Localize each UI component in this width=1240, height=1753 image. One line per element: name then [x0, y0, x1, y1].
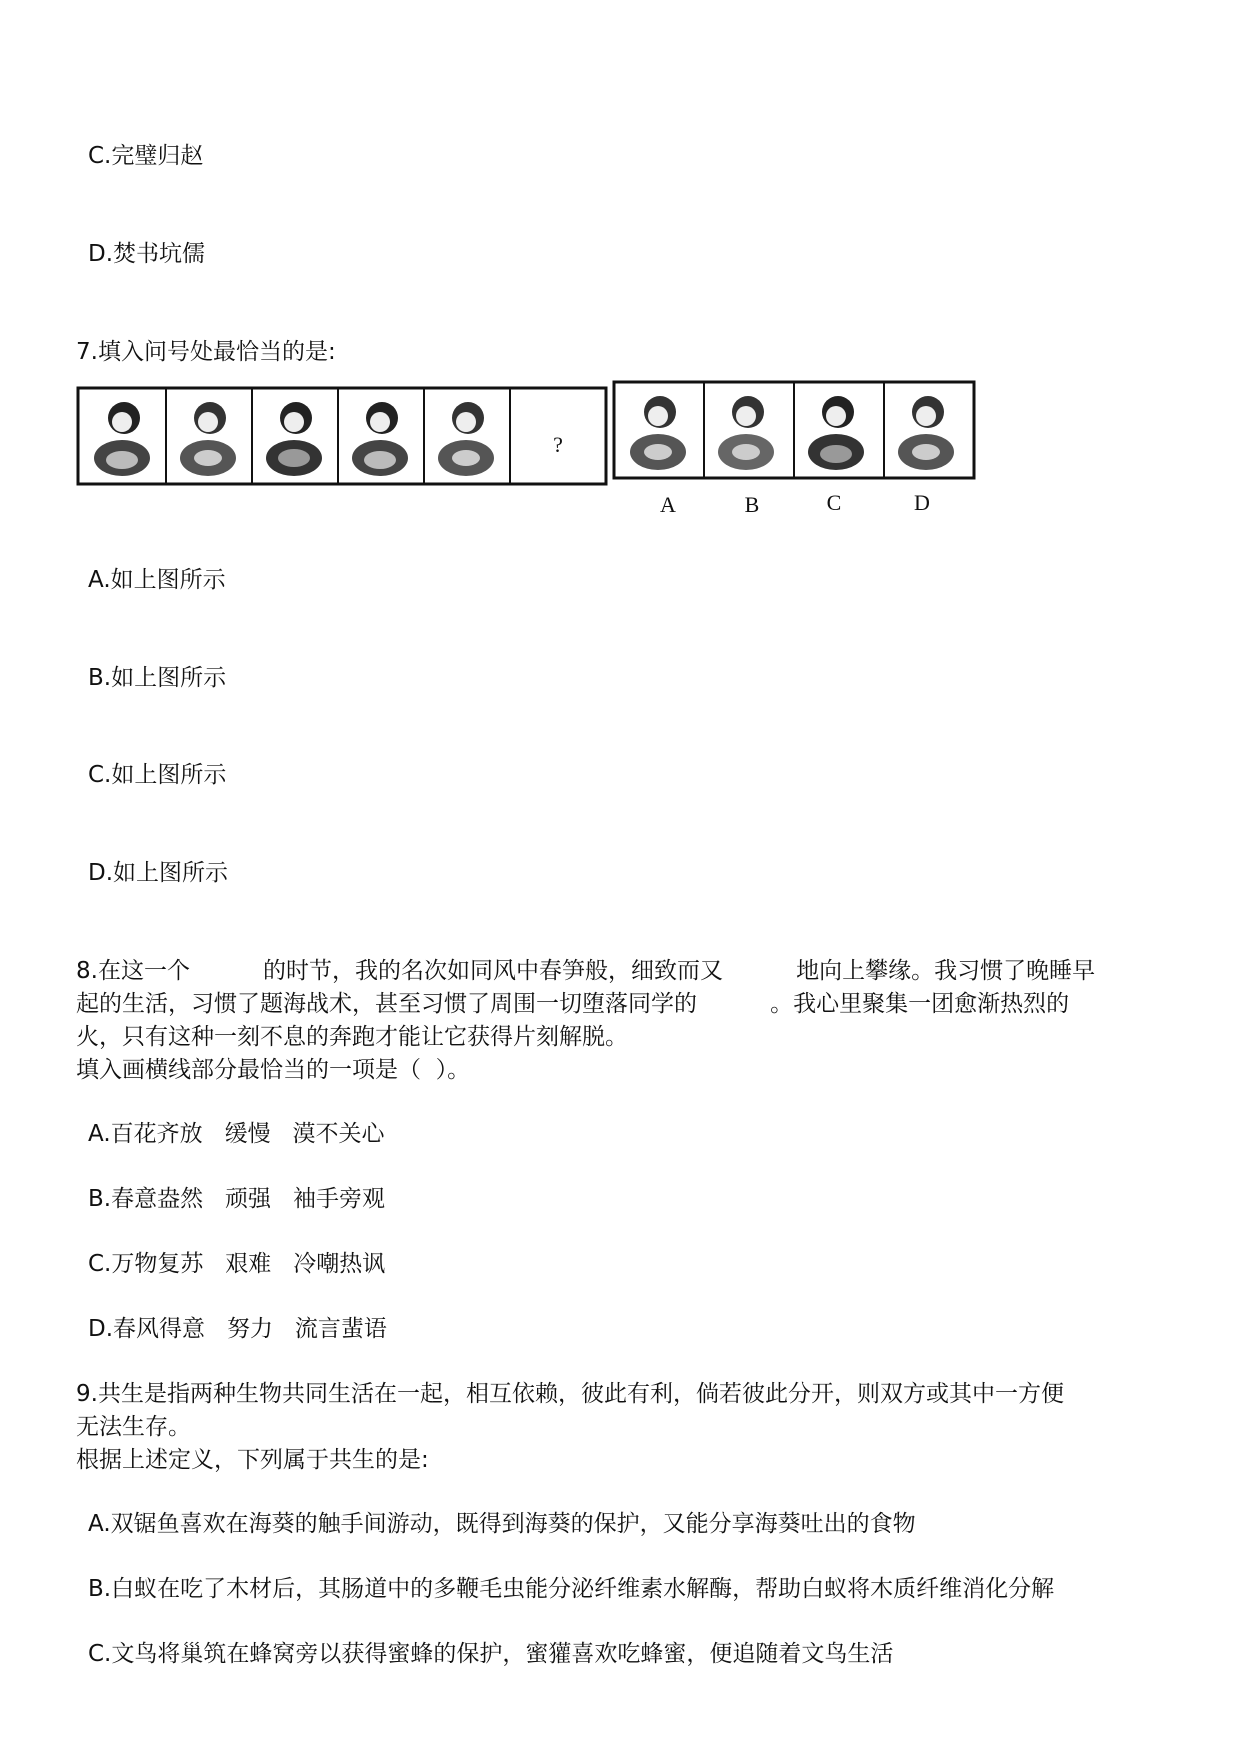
- q8-option-d: D.春风得意 努力 流言蜚语: [88, 1316, 387, 1342]
- q6-option-d: D.焚书坑儒: [88, 241, 206, 267]
- q8-stem-line-3: 火，只有这种一刻不息的奔跑才能让它获得片刻解脱。: [76, 1024, 628, 1050]
- q8-option-c: C.万物复苏 艰难 冷嘲热讽: [88, 1251, 386, 1277]
- q7-stem: 7.填入问号处最恰当的是:: [76, 339, 336, 365]
- q9-option-b: B.白蚁在吃了木材后，其肠道中的多鞭毛虫能分泌纤维素水解酶，帮助白蚁将木质纤维消化分解: [88, 1576, 1055, 1602]
- answer-label-a: A: [660, 492, 676, 517]
- question-mark: ?: [553, 432, 563, 457]
- answer-label-b: B: [744, 492, 760, 517]
- q8-stem-line-2: 起的生活，习惯了题海战术，甚至习惯了周围一切堕落同学的 。我心里聚集一团愈渐热烈的: [76, 991, 1070, 1017]
- q9-stem-line-1: 9.共生是指两种生物共同生活在一起，相互依赖，彼此有利，倘若彼此分开，则双方或其中一方便: [76, 1381, 1064, 1407]
- q9-stem-line-3: 根据上述定义，下列属于共生的是:: [76, 1447, 429, 1473]
- q8-stem-line-4: 填入画横线部分最恰当的一项是（ ）。: [76, 1057, 471, 1083]
- q8-stem-line-1: 8.在这一个 的时节，我的名次如同风中春笋般，细致而又 地向上攀缘。我习惯了晚睡早: [76, 958, 1096, 984]
- question-strip-frame: [78, 388, 606, 484]
- q7-option-c: C.如上图所示: [88, 762, 227, 788]
- q6-option-c: C.完璧归赵: [88, 143, 204, 169]
- answer-label-c: C: [826, 490, 842, 515]
- q7-figure-strip: [76, 378, 986, 518]
- answer-label-d: D: [914, 490, 930, 515]
- q8-option-b: B.春意盎然 顽强 袖手旁观: [88, 1186, 385, 1212]
- q7-option-b: B.如上图所示: [88, 665, 227, 691]
- q7-option-d: D.如上图所示: [88, 860, 229, 886]
- q9-option-a: A.双锯鱼喜欢在海葵的触手间游动，既得到海葵的保护，又能分享海葵吐出的食物: [88, 1511, 916, 1537]
- q8-option-a: A.百花齐放 缓慢 漠不关心: [88, 1121, 385, 1147]
- q9-option-c: C.文鸟将巢筑在蜂窝旁以获得蜜蜂的保护，蜜獾喜欢吃蜂蜜，便追随着文鸟生活: [88, 1641, 894, 1667]
- q7-option-a: A.如上图所示: [88, 567, 226, 593]
- q9-stem-line-2: 无法生存。: [76, 1414, 191, 1440]
